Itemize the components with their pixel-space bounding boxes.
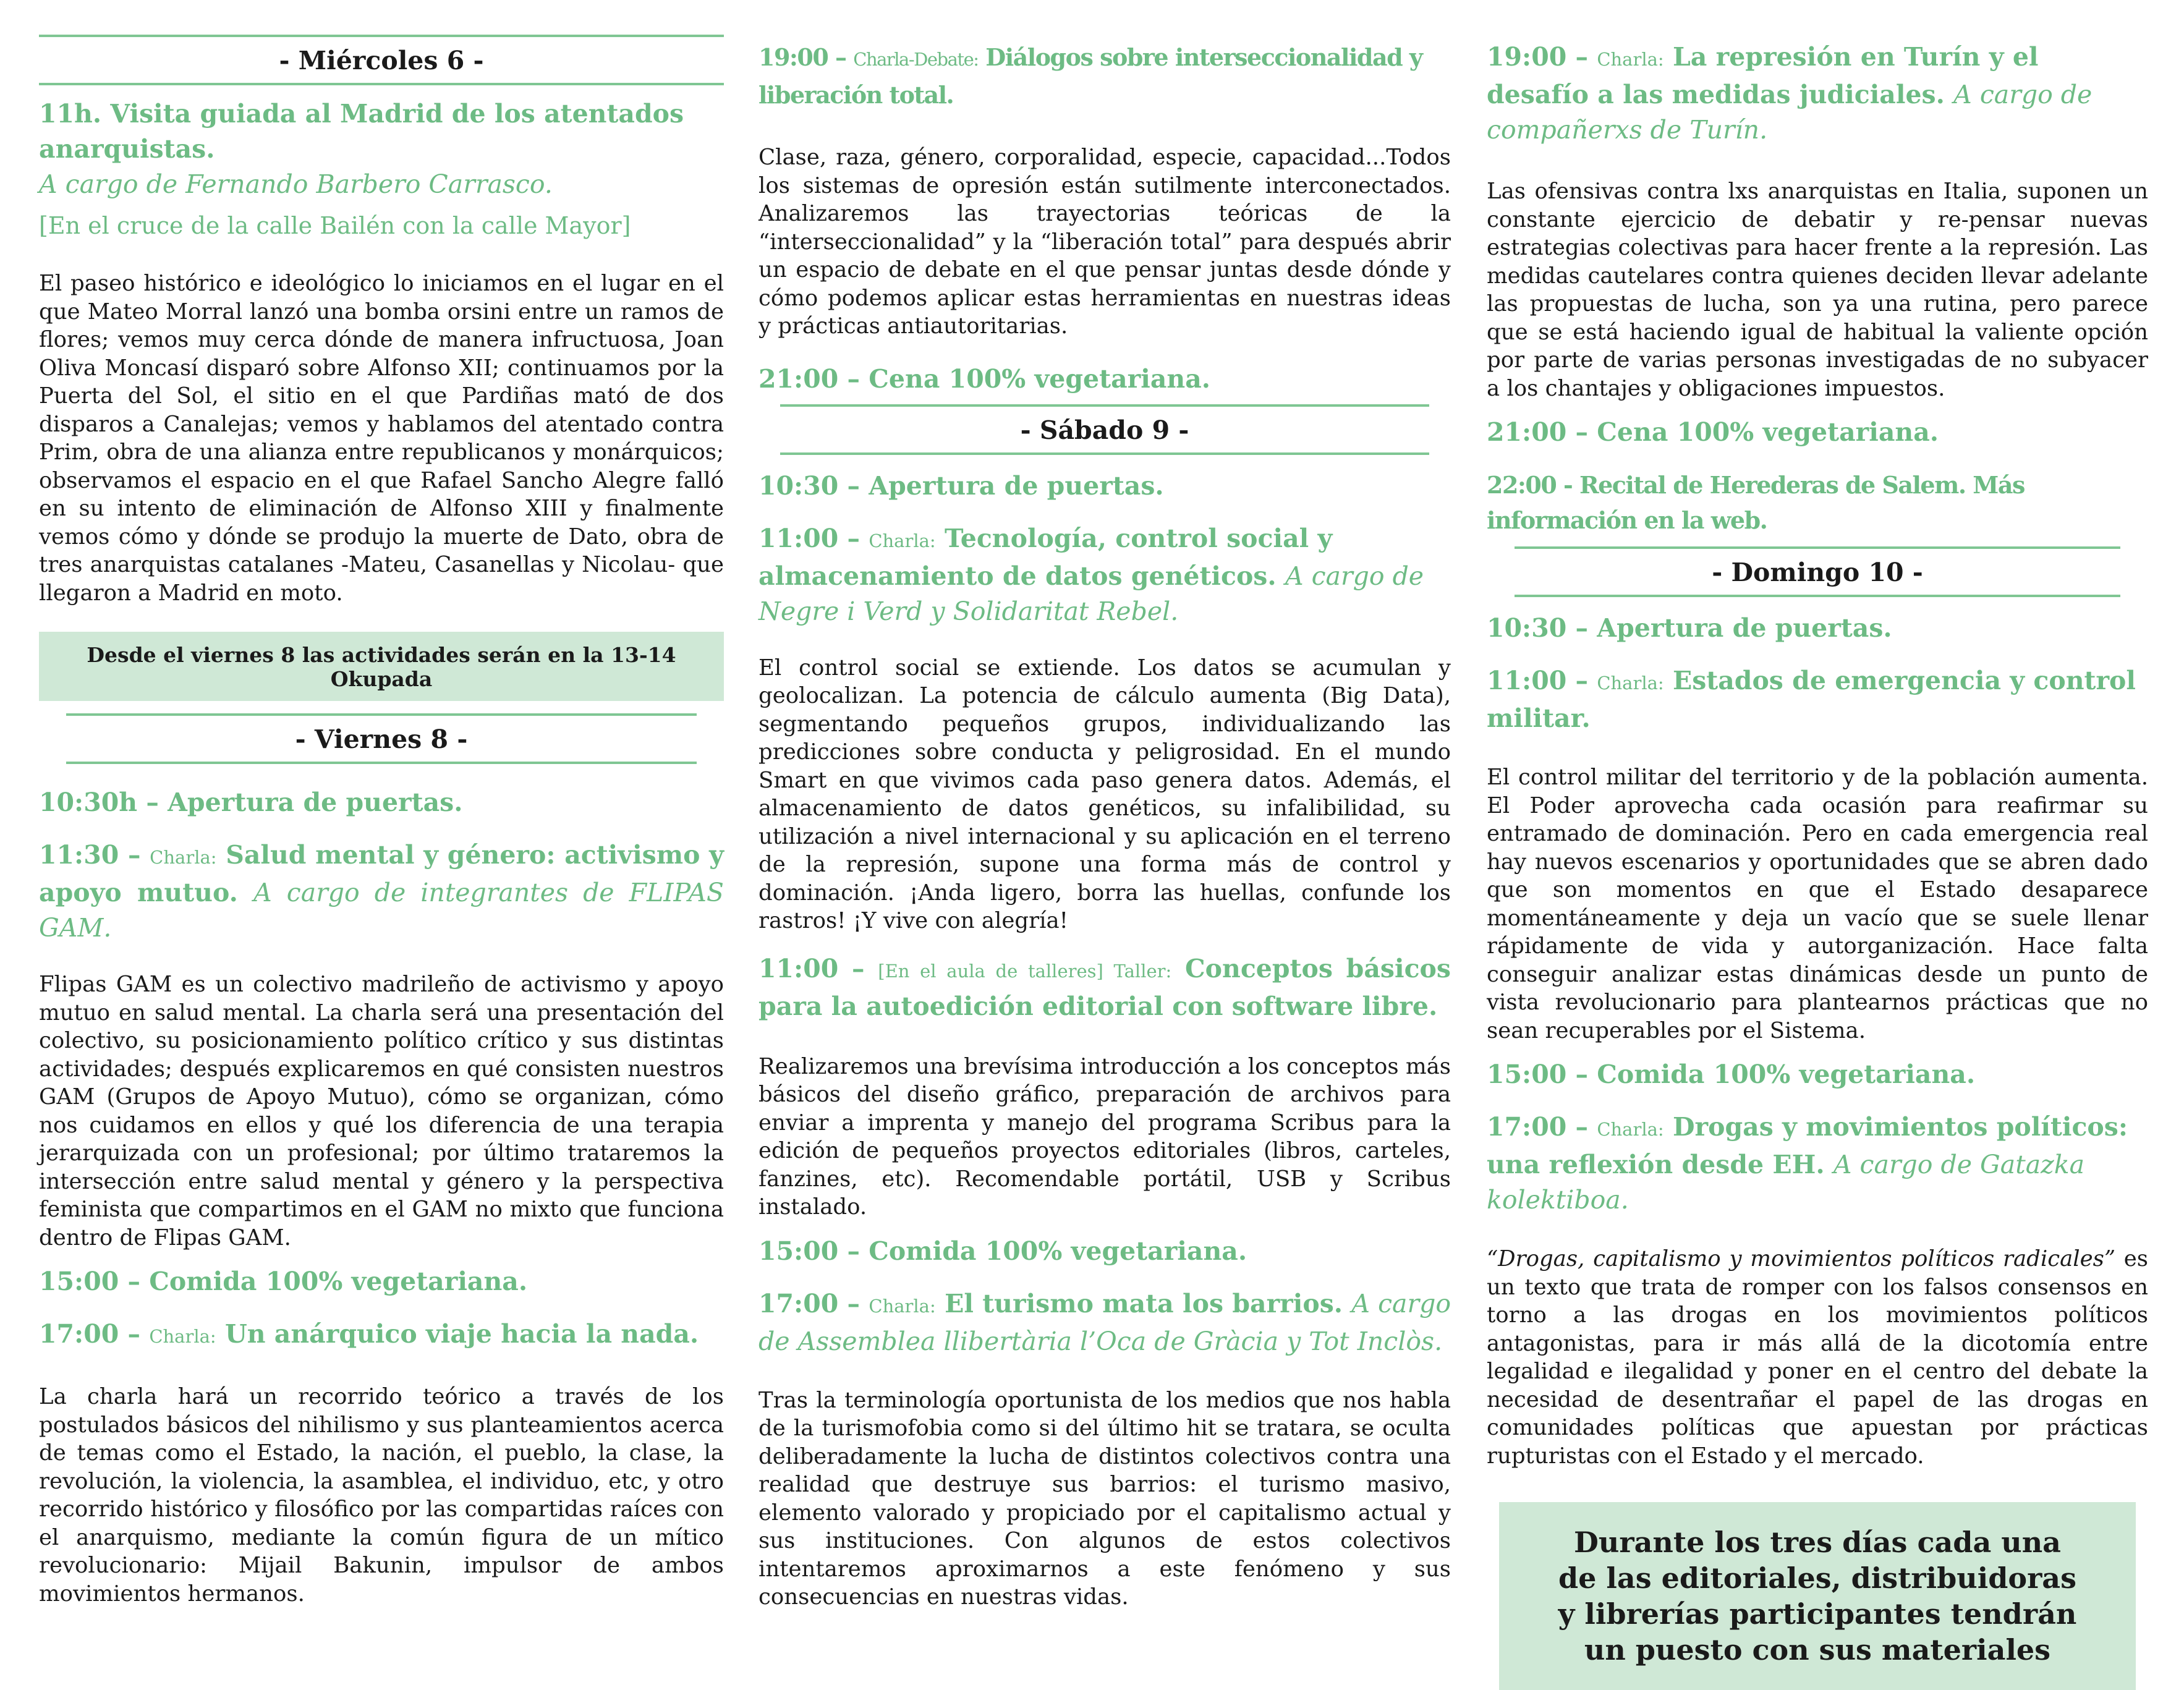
event-description-emergencia: El control militar del territorio y de la población aumenta. El Poder aprovecha cada ocasión para reafirmar su entramado de dominación. Pero en cada emergencia real hay nuevos escenarios y oportunidades que se abren dado que son momentos en que el Estado desaparece momentáneamente y deja un vacío que se suele llenar rápidamente de vida y autorganización. Hace falta conseguir analizar estas dinámicas desde un punto de vista revolucionario para plantearnos prácticas que no sean recuperables por el Sistema. (1487, 765, 2148, 1043)
event-name: Conceptos básicos para la autoedición editorial con software libre. (758, 953, 1451, 1021)
column-3 (1487, 0, 2148, 1690)
event-opening-friday: 10:30h – Apertura de puertas. (39, 788, 463, 817)
event-time: 19:00 – (1487, 42, 1589, 72)
event-time: 11:00 – (758, 953, 865, 983)
event-type: [En el aula de talleres] Taller: (878, 960, 1172, 982)
event-title-drogas (1487, 1110, 2148, 1218)
info-box-line: Durante los tres días cada una (1574, 1526, 2061, 1559)
event-description-dialog: Clase, raza, género, corporalidad, especie, capacidad...Todos los sistemas de opresión están sutilmente interconectados. Analizaremos las trayectorias teóricas de la “interseccionalidad” y la “liberación total” para después abrir un espacio de debate en el que pensar juntas desde dónde y cómo podemos aplicar estas herramientas en nuestras ideas y prácticas antiautoritarias. (758, 145, 1451, 339)
event-type: Charla: (150, 847, 217, 868)
event-description-tec: El control social se extiende. Los datos se acumulan y geolocalizan. La potencia de cálculo aumenta (Big Data), segmentando pequeños grupos, individualizando las predicciones sobre conducta y peligrosidad. En el mundo Smart en que vivimos cada paso genera datos. Además, el almacenamiento de datos genéticos, su infalibilidad, su utilización a nivel internacional y su aplicación en el terreno de la represión, supone una forma más de control y dominación. ¡Anda ligero, borra las huellas, confunde los rastros! ¡Y vive con alegría! (758, 655, 1451, 933)
event-title-visit: 11h. Visita guiada al Madrid de los atentados anarquistas. (39, 99, 684, 164)
day-heading-friday: - Viernes 8 - (66, 713, 697, 764)
event-opening-sunday: 10:30 – Apertura de puertas. (1487, 613, 1892, 643)
day-heading-wednesday: - Miércoles 6 - (39, 35, 724, 85)
event-type: Charla: (1597, 49, 1664, 70)
event-title-taller (758, 951, 1451, 1024)
event-description-drogas (1487, 1245, 2148, 1470)
event-description-visit: El paseo histórico e ideológico lo iniciamos en el lugar en el que Mateo Morral lanzó una bomba orsini entre un ramos de flores; vemos muy cerca dónde de manera infructuosa, Joan Oliva Moncasí disparó sobre Alfonso XII; continuamos por la Puerta del Sol, el sitio en el que Pardiñas mató de dos disparos a Canalejas; vemos y hablamos del atentado contra Prim, obra de una alianza entre republicanos y monárquicos; observamos el espacio en el que Rafael Sancho Alegre falló en su intento de eliminación de Alfonso XIII y finalmente vemos cómo y dónde se produjo la muerte de Dato, obra de tres anarquistas catalanes -Mateu, Casanellas y Nicolau- que llegaron a Madrid en moto. (39, 271, 724, 606)
event-time: 11:00 – (758, 523, 860, 553)
column-1 (39, 0, 724, 1608)
event-name: Tecnología, control social y almacenamiento de datos genéticos. (758, 523, 1333, 591)
event-name: Diálogos sobre interseccionalidad y liberación total. (758, 43, 1422, 109)
event-name: Salud mental y género: activismo y apoyo mutuo. (39, 840, 724, 907)
event-recital: 22:00 - Recital de Herederas de Salem. Más información en la web. (1487, 471, 2025, 534)
event-time: 17:00 – (1487, 1112, 1589, 1142)
event-description-viaje: La charla hará un recorrido teórico a través de los postulados básicos del nihilismo y sus planteamientos acerca de temas como el Estado, la nación, el pueblo, la clase, la revolución, la violencia, la asamblea, el individuo, etc, y otro recorrido histórico y filosófico por las compartidas raíces con el anarquismo, mediante la común figura de un mítico revolucionario: Mijail Bakunin, impulsor de ambos movimientos hermanos. (39, 1384, 724, 1607)
event-speaker: A cargo de Negre i Verd y Solidaritat Rebel. (758, 561, 1424, 626)
event-place-visit: [En el cruce de la calle Bailén con la calle Mayor] (39, 212, 631, 239)
venue-notice-band: Desde el viernes 8 las actividades serán en la 13-14 Okupada (39, 632, 724, 701)
event-dinner-saturday: 21:00 – Cena 100% vegetariana. (1487, 417, 1939, 447)
event-name: Estados de emergencia y control militar. (1487, 666, 2136, 733)
event-title-turismo (758, 1286, 1451, 1359)
event-title-turin (1487, 40, 2148, 148)
event-time: 17:00 – (758, 1288, 860, 1318)
event-time: 11:30 – (39, 840, 141, 870)
event-time: 19:00 – (758, 43, 846, 71)
info-box (1499, 1502, 2136, 1690)
event-description-taller: Realizaremos una brevísima introducción a los conceptos más básicos del diseño gráfico, preparación de archivos para enviar a imprenta y manejo del programa Scribus para la edición de pequeños proyectos editoriales (libros, carteles, fanzines, etc). Recomendable portátil, USB y Scribus instalado. (758, 1053, 1451, 1220)
event-speaker: A cargo de compañerxs de Turín. (1487, 80, 2093, 145)
event-name: Drogas y movimientos políticos: una reflexión desde EH. (1487, 1112, 2128, 1179)
event-dinner-friday: 21:00 – Cena 100% vegetariana. (758, 363, 1211, 394)
event-speaker-visit: A cargo de Fernando Barbero Carrasco. (39, 169, 553, 199)
event-type: Charla: (869, 530, 936, 551)
event-title-viaje (39, 1317, 724, 1354)
event-speaker: A cargo de integrantes de FLIPAS GAM. (39, 878, 724, 943)
event-opening-saturday: 10:30 – Apertura de puertas. (758, 470, 1164, 501)
event-title-emergencia (1487, 663, 2148, 736)
event-type: Charla-Debate: (853, 49, 979, 70)
description-text: es un texto que trata de romper con los falsos consensos en torno a las drogas en los movimientos políticos antagonistas, para ir más allá de la dicotomía entre legalidad e ilegalidad y poner en el centro del debate la necesidad de desentrañar el papel de las drogas en comunidades políticas que apuestan por prácticas rupturistas con el Estado y el mercado. (1487, 1246, 2149, 1469)
event-name: La represión en Turín y el desafío a las medidas judiciales. (1487, 42, 2039, 109)
event-name: El turismo mata los barrios. (945, 1288, 1343, 1318)
event-type: Charla: (1597, 1119, 1664, 1140)
book-title: “Drogas, capitalismo y movimientos políticos radicales” (1487, 1246, 2115, 1272)
event-lunch-friday: 15:00 – Comida 100% vegetariana. (39, 1267, 528, 1296)
info-box-line: y librerías participantes tendrán (1558, 1597, 2077, 1631)
event-type: Charla: (869, 1295, 936, 1317)
day-heading-sunday: - Domingo 10 - (1515, 546, 2120, 597)
event-speaker: A cargo de Assemblea llibertària l’Oca de Gràcia y Tot Inclòs. (758, 1288, 1451, 1356)
event-type: Charla: (1597, 673, 1664, 694)
column-2 (758, 0, 1451, 1611)
event-description-salud: Flipas GAM es un colectivo madrileño de activismo y apoyo mutuo en salud mental. La charla será una presentación del colectivo, su posicionamiento político crítico y sus distintas actividades; después explicaremos en qué consisten nuestros GAM (Grupos de Apoyo Mutuo), cómo se organizan, cómo nos cuidamos en ellos y qué los diferencia de una terapia jerarquizada con un profesional; por último trataremos la intersección entre salud mental y género y la perspectiva feminista que compartimos en el GAM no mixto que funciona dentro de Flipas GAM. (39, 972, 724, 1251)
event-title-salud (39, 838, 724, 946)
event-time: 17:00 – (39, 1319, 141, 1349)
event-lunch-sunday: 15:00 – Comida 100% vegetariana. (1487, 1059, 1976, 1089)
event-title-tec (758, 521, 1451, 629)
event-lunch-saturday: 15:00 – Comida 100% vegetariana. (758, 1236, 1247, 1266)
event-description-turin: Las ofensivas contra lxs anarquistas en Italia, suponen un constante ejercicio de debatir y re-pensar nuevas estrategias colectivas para hacer frente a la represión. Las medidas cautelares contra quienes deciden llevar adelante las propuestas de lucha, son ya una rutina, pero parece que se está haciendo igual de habitual la valiente opción por parte de varias personas investigadas de no subyacer a los chantajes y obligaciones impuestos. (1487, 179, 2148, 401)
event-title-dialog (758, 40, 1451, 113)
event-speaker: A cargo de Gatazka kolektiboa. (1487, 1150, 2085, 1215)
info-box-line: un puesto con sus materiales (1584, 1633, 2051, 1667)
event-type: Charla: (149, 1326, 216, 1347)
day-heading-saturday: - Sábado 9 - (780, 404, 1429, 455)
event-name: Un anárquico viaje hacia la nada. (224, 1319, 699, 1349)
event-description-turismo: Tras la terminología oportunista de los medios que nos habla de la turismofobia como si del último hit se tratara, se oculta deliberadamente la lucha de distintos colectivos contra una realidad que destruye sus barrios: el turismo masivo, elemento valorado y propiciado por el capitalismo actual y sus instituciones. Con algunos de estos colectivos intentaremos aproximarnos a este fenómeno y sus consecuencias en nuestras vidas. (758, 1387, 1451, 1610)
event-time: 11:00 – (1487, 666, 1589, 695)
info-box-line: de las editoriales, distribuidoras (1558, 1561, 2077, 1595)
